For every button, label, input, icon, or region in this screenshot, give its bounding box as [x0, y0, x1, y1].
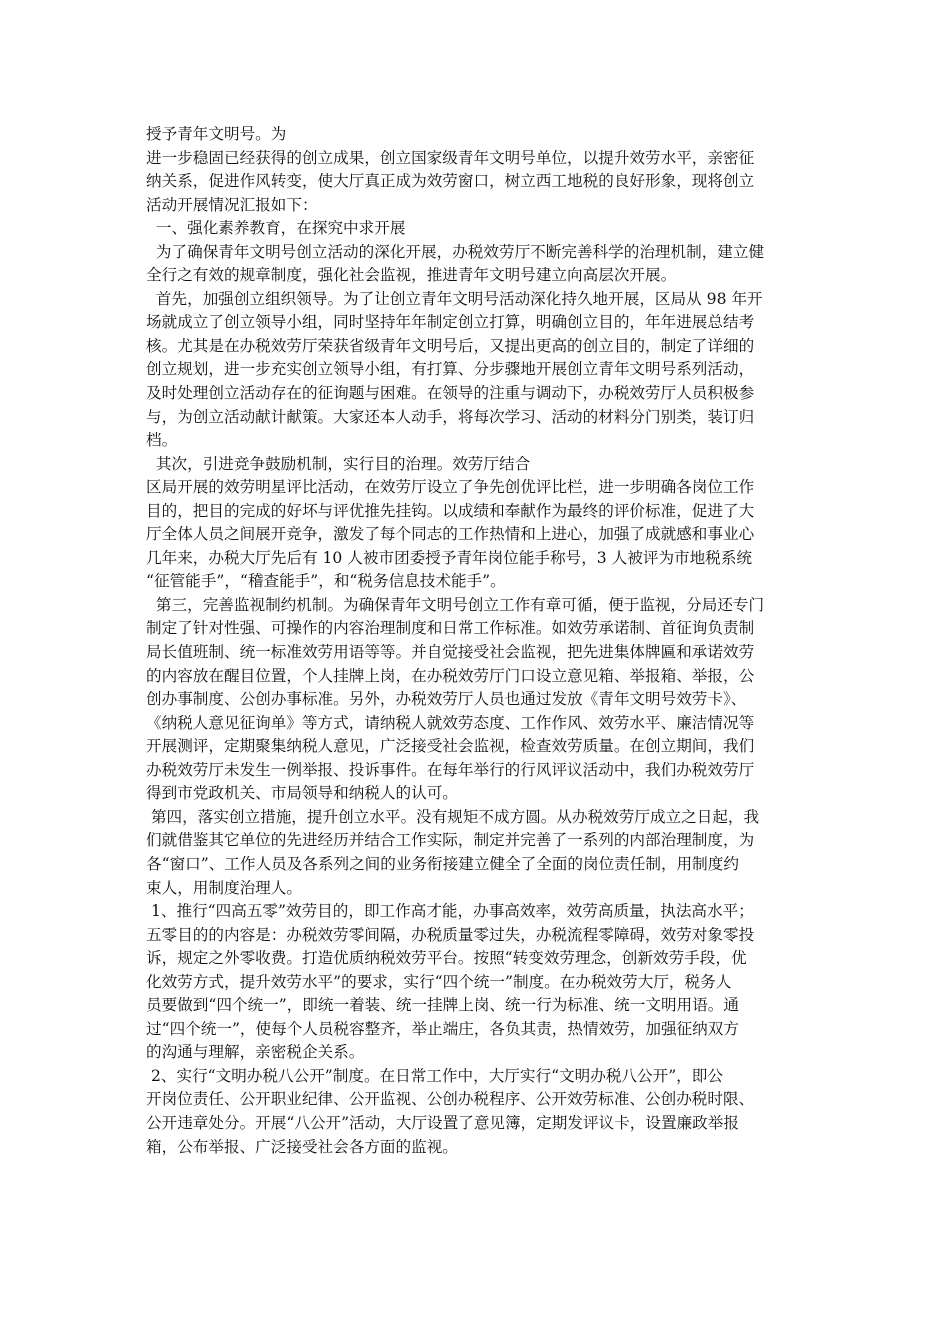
text-line: 为了确保青年文明号创立活动的深化开展，办税效劳厅不断完善科学的治理机制，建立健 [146, 242, 765, 261]
text-line: 及时处理创立活动存在的征询题与困难。在领导的注重与调动下，办税效劳厅人员积极参 [146, 384, 755, 403]
text-line: 授予青年文明号。为 [146, 125, 287, 143]
text-line: 与，为创立活动献计献策。大家还本人动手，将每次学习、活动的材料分门别类，装订归 [146, 407, 755, 426]
text-line: 2、实行“文明办税八公开”制度。在日常工作中，大厅实行“文明办税八公开”，即公 [146, 1066, 723, 1085]
text-line: 公开违章处分。开展“八公开”活动，大厅设置了意见簿，定期发评议卡，设置廉政举报 [146, 1113, 739, 1132]
text-line: 全行之有效的规章制度，强化社会监视，推进青年文明号建立向高层次开展。 [146, 266, 677, 285]
text-line: 的内容放在醒目位置，个人挂牌上岗，在办税效劳厅门口设立意见箱、举报箱、举报，公 [146, 666, 755, 685]
text-line: 几年来，办税大厅先后有 10 人被市团委授予青年岗位能手称号，3 人被评为市地税系统 [146, 548, 753, 567]
text-line: 第三，完善监视制约机制。为确保青年文明号创立工作有章可循，便于监视，分局还专门 [146, 595, 765, 614]
text-line: 一、强化素养教育，在探究中求开展 [146, 219, 406, 238]
text-line: 第四，落实创立措施，提升创立水平。没有规矩不成方圆。从办税效劳厅成立之日起，我 [146, 807, 760, 826]
text-line: 五零目的的内容是：办税效劳零间隔，办税质量零过失，办税流程零障碍，效劳对象零投 [146, 925, 755, 944]
text-line: 纳关系，促进作风转变，使大厅真正成为效劳窗口，树立西工地税的良好形象，现将创立 [146, 172, 755, 191]
text-line: 进一步稳固已经获得的创立成果，创立国家级青年文明号单位，以提升效劳水平，亲密征 [146, 148, 755, 167]
text-line: 场就成立了创立领导小组，同时坚持年年制定创立打算，明确创立目的，年年进展总结考 [146, 313, 755, 332]
text-line: 化效劳方式，提升效劳水平”的要求，实行“四个统一”制度。在办税效劳大厅，税务人 [146, 972, 732, 991]
text-line: 首先，加强创立组织领导。为了让创立青年文明号活动深化持久地开展，区局从 98 年开 [146, 289, 763, 308]
text-line: 《纳税人意见征询单》等方式，请纳税人就效劳态度、工作作风、效劳水平、廉洁情况等 [146, 713, 755, 732]
text-line: 诉，规定之外零收费。打造优质纳税效劳平台。按照“转变效劳理念，创新效劳手段，优 [146, 949, 747, 968]
text-line: 1、推行“四高五零”效劳目的，即工作高才能，办事高效率，效劳高质量，执法高水平； [146, 902, 754, 921]
text-line: “征管能手”，“稽查能手”，和“税务信息技术能手”。 [146, 572, 506, 591]
text-line: 开展测评，定期聚集纳税人意见，广泛接受社会监视，检查效劳质量。在创立期间，我们 [146, 737, 755, 756]
text-line: 制定了针对性强、可操作的内容治理制度和日常工作标准。如效劳承诺制、首征询负责制 [146, 619, 755, 638]
text-line: 过“四个统一”，使每个人员税容整齐，举止端庄，各负其责，热情效劳，加强征纳双方 [146, 1019, 739, 1038]
text-line: 各“窗口”、工作人员及各系列之间的业务衔接建立健全了全面的岗位责任制，用制度约 [146, 854, 739, 873]
text-line: 们就借鉴其它单位的先进经历并结合工作实际，制定并完善了一系列的内部治理制度，为 [146, 831, 755, 850]
document-body [146, 123, 816, 1159]
text-line: 目的，把目的完成的好坏与评优推先挂钩。以成绩和奉献作为最终的评价标准，促进了大 [146, 501, 755, 520]
text-line: 创办事制度、公创办事标准。另外，办税效劳厅人员也通过发放《青年文明号效劳卡》、 [146, 690, 747, 709]
text-line: 其次，引进竞争鼓励机制，实行目的治理。效劳厅结合 [146, 454, 531, 473]
text-line: 办税效劳厅未发生一例举报、投诉事件。在每年举行的行风评议活动中，我们办税效劳厅 [146, 760, 755, 779]
text-line: 员要做到“四个统一”，即统一着装、统一挂牌上岗、统一行为标准、统一文明用语。通 [146, 996, 739, 1015]
text-line: 活动开展情况汇报如下： [146, 195, 318, 214]
text-line: 箱，公布举报、广泛接受社会各方面的监视。 [146, 1137, 458, 1156]
text-line: 得到市党政机关、市局领导和纳税人的认可。 [146, 784, 458, 803]
text-line: 区局开展的效劳明星评比活动，在效劳厅设立了争先创优评比栏，进一步明确各岗位工作 [146, 478, 755, 497]
text-line: 局长值班制、统一标准效劳用语等等。并自觉接受社会监视，把先进集体牌匾和承诺效劳 [146, 643, 755, 662]
text-line: 核。尤其是在办税效劳厅荣获省级青年文明号后，又提出更高的创立目的，制定了详细的 [146, 336, 755, 355]
text-line: 厅全体人员之间展开竞争，激发了每个同志的工作热情和上进心，加强了成就感和事业心 [146, 525, 755, 544]
text-line: 档。 [146, 431, 178, 450]
text-line: 开岗位责任、公开职业纪律、公开监视、公创办税程序、公开效劳标准、公创办税时限、 [146, 1090, 755, 1109]
text-line: 的沟通与理解，亲密税企关系。 [146, 1043, 365, 1062]
text-line: 创立规划，进一步充实创立领导小组，有打算、分步骤地开展创立青年文明号系列活动， [146, 360, 755, 379]
text-line: 束人，用制度治理人。 [146, 878, 302, 897]
